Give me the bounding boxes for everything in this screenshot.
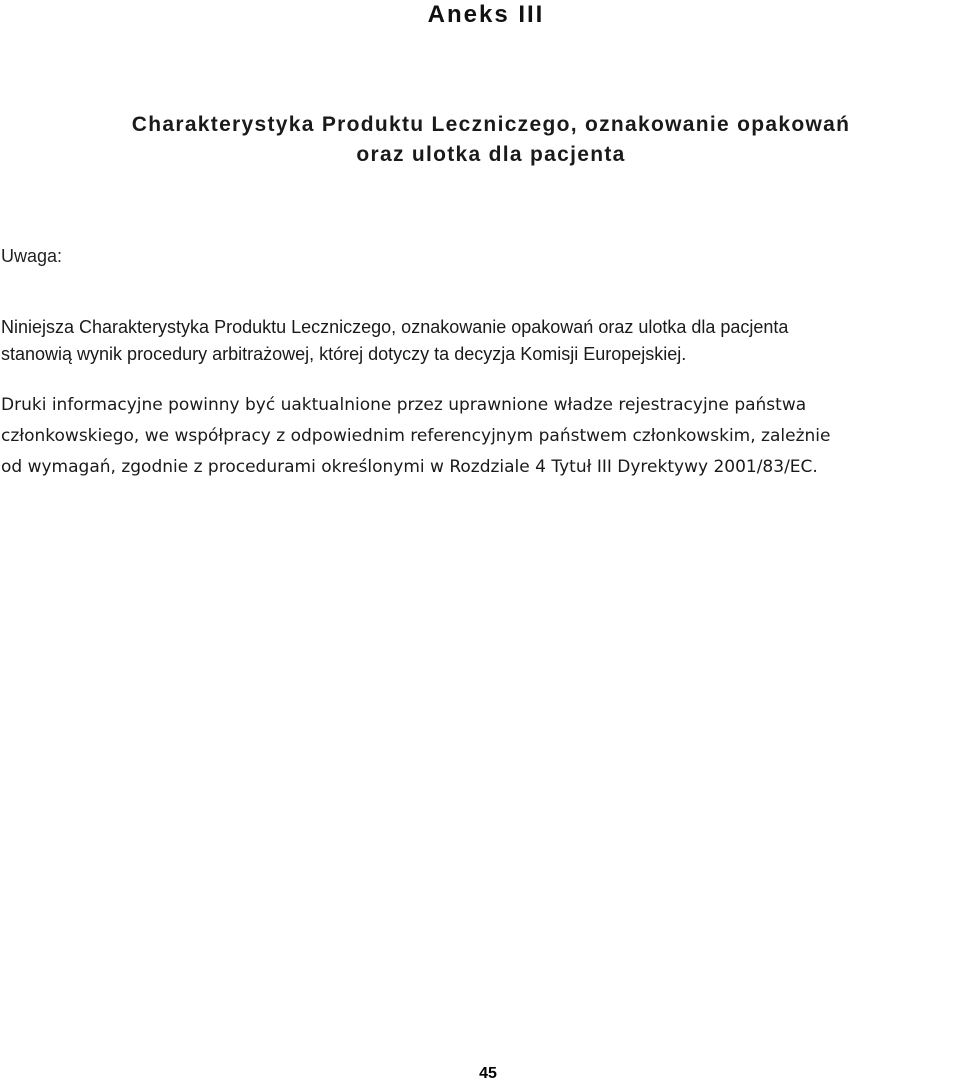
- annex-title: Aneks III: [427, 1, 545, 28]
- document-heading-line-1: Charakterystyka Produktu Leczniczego, oznakowanie opakowań: [131, 113, 851, 136]
- paragraph-arbitration: [1, 314, 959, 368]
- note-label: Uwaga:: [1, 246, 63, 266]
- paragraph-update-info-line-3: od wymagań, zgodnie z procedurami określonymi w Rozdziale 4 Tytuł III Dyrektywy 2001/83/EC.: [1, 457, 818, 477]
- paragraph-update-info-line-1: Druki informacyjne powinny być uaktualnione przez uprawnione władze rejestracyjne państwa: [1, 395, 807, 415]
- paragraph-update-info-line-2: członkowskiego, we współpracy z odpowiednim referencyjnym państwem członkowskim, zależnie: [1, 426, 831, 446]
- document-heading: [0, 110, 960, 170]
- document-heading-line-2: oraz ulotka dla pacjenta: [356, 143, 626, 166]
- page-number: 45: [479, 1065, 497, 1082]
- paragraph-update-info: [1, 390, 959, 483]
- paragraph-arbitration-line-1: Niniejsza Charakterystyka Produktu Leczniczego, oznakowanie opakowań oraz ulotka dla pacjenta: [1, 317, 789, 337]
- paragraph-arbitration-line-2: stanowią wynik procedury arbitrażowej, której dotyczy ta decyzja Komisji Europejskiej.: [1, 344, 687, 364]
